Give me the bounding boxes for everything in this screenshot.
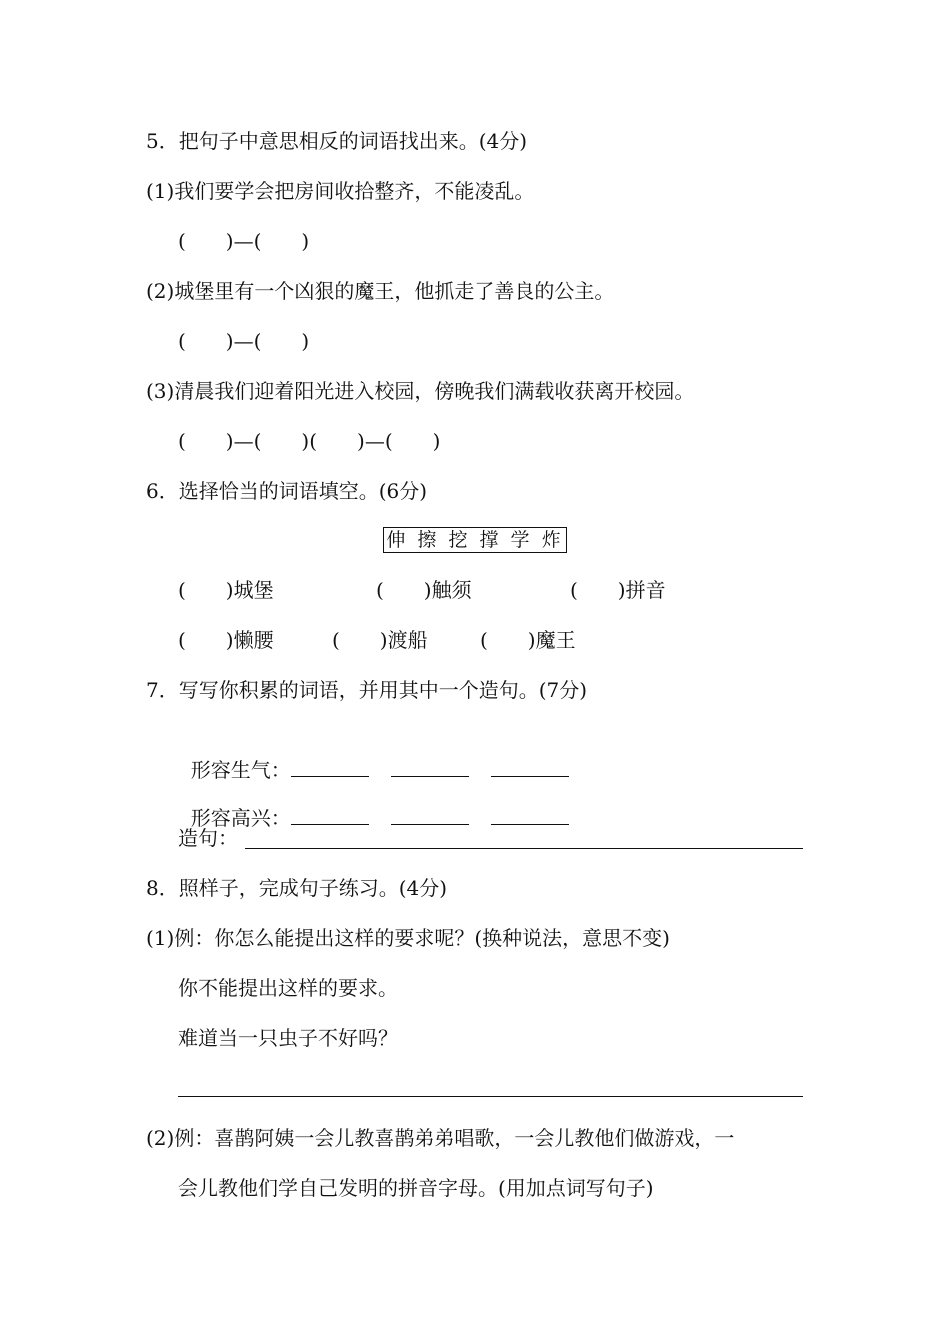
q7-happy-blank-2[interactable] (391, 804, 469, 825)
q8-example-1-question: 难道当一只虫子不好吗？ (178, 1026, 398, 1050)
q6-blank-ferry[interactable]: ( )渡船 (332, 628, 428, 652)
q7-angry-label: 形容生气： (190, 758, 291, 782)
q8-answer-line-1[interactable] (178, 1096, 803, 1097)
q7-angry-blank-3[interactable] (491, 756, 569, 777)
q8-title: 8．照样子，完成句子练习。(4分) (146, 876, 448, 900)
q5-sentence-3: (3)清晨我们迎着阳光进入校园，傍晚我们满载收获离开校园。 (146, 379, 695, 403)
q5-title: 5．把句子中意思相反的词语找出来。(4分) (146, 129, 528, 153)
q6-word-box: 伸 擦 挖 撑 学 炸 (383, 527, 567, 553)
q7-title: 7．写写你积累的词语，并用其中一个造句。(7分) (146, 678, 588, 702)
q6-blank-demon[interactable]: ( )魔王 (480, 628, 576, 652)
q8-example-2-line-1: (2)例：喜鹊阿姨一会儿教喜鹊弟弟唱歌，一会儿教他们做游戏，一 (146, 1126, 735, 1150)
q5-sentence-2: (2)城堡里有一个凶狠的魔王，他抓走了善良的公主。 (146, 279, 615, 303)
q7-angry-blank-1[interactable] (291, 756, 369, 777)
q8-example-2-line-2: 会儿教他们学自己发明的拼音字母。(用加点词写句子) (178, 1176, 654, 1200)
q7-happy-blank-3[interactable] (491, 804, 569, 825)
q5-answer-3[interactable]: ( )—( )( )—( ) (178, 429, 441, 453)
q8-example-1: (1)例：你怎么能提出这样的要求呢？(换种说法，意思不变) (146, 926, 670, 950)
q7-angry-blank-2[interactable] (391, 756, 469, 777)
q5-sentence-1: (1)我们要学会把房间收拾整齐，不能凌乱。 (146, 179, 535, 203)
q8-example-1-answer: 你不能提出这样的要求。 (178, 976, 398, 1000)
q6-blank-stretch[interactable]: ( )懒腰 (178, 628, 274, 652)
q6-title: 6．选择恰当的词语填空。(6分) (146, 479, 428, 503)
q7-happy-blank-1[interactable] (291, 804, 369, 825)
q6-blank-castle[interactable]: ( )城堡 (178, 578, 274, 602)
q5-answer-1[interactable]: ( )—( ) (178, 229, 310, 253)
q6-blank-antenna[interactable]: ( )触须 (376, 578, 472, 602)
q7-sentence-line[interactable] (245, 848, 803, 849)
q7-happy-label: 形容高兴： (190, 806, 291, 830)
q6-blank-pinyin[interactable]: ( )拼音 (570, 578, 666, 602)
q7-sentence-label: 造句： (178, 826, 238, 850)
q5-answer-2[interactable]: ( )—( ) (178, 329, 310, 353)
